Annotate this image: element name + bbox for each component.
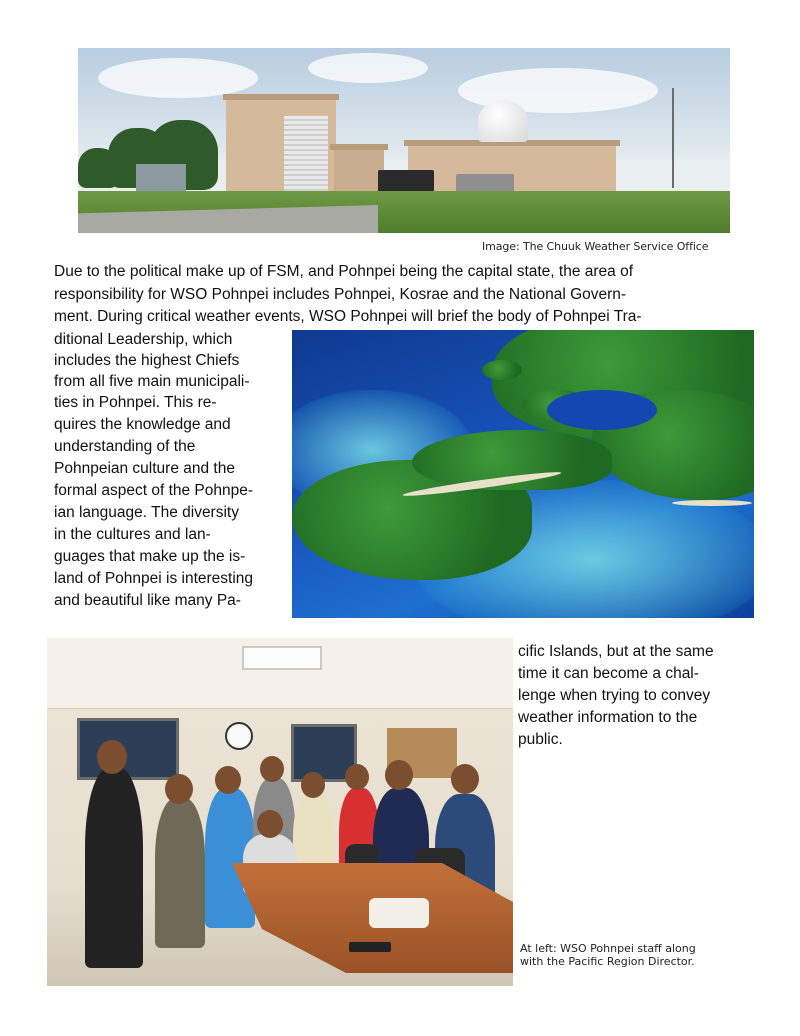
- left-col-line: ties in Pohnpei. This re-: [54, 394, 217, 411]
- staff-photo-caption: [520, 942, 780, 968]
- staff-group-photo: [47, 638, 513, 986]
- left-col-line: formal aspect of the Pohnpe-: [54, 482, 254, 499]
- right-col-line: public.: [518, 731, 563, 748]
- right-col-line: lenge when trying to convey: [518, 687, 711, 704]
- weather-office-photo: [78, 48, 730, 233]
- left-col-line: guages that make up the is-: [54, 548, 246, 565]
- body-line-2: responsibility for WSO Pohnpei includes Pohnpei, Kosrae and the National Govern-: [54, 286, 627, 303]
- left-col-line: ian language. The diversity: [54, 504, 239, 521]
- right-col-line: weather information to the: [518, 709, 698, 726]
- right-col-line: cific Islands, but at the same: [518, 643, 714, 660]
- left-col-line: quires the knowledge and: [54, 416, 231, 433]
- right-col-line: time it can become a chal-: [518, 665, 699, 682]
- left-col-line: includes the highest Chiefs: [54, 352, 240, 369]
- left-col-line: in the cultures and lan-: [54, 526, 211, 543]
- left-col-line: understanding of the: [54, 438, 196, 455]
- office-photo-caption: Image: The Chuuk Weather Service Office: [482, 240, 709, 253]
- aerial-island-photo: [292, 330, 754, 618]
- staff-caption-line-1: At left: WSO Pohnpei staff along: [520, 942, 696, 955]
- body-line-3: ment. During critical weather events, WSO Pohnpei will brief the body of Pohnpei Tra-: [54, 308, 642, 325]
- left-col-line: from all five main municipali-: [54, 373, 250, 390]
- body-line-1: Due to the political make up of FSM, and Pohnpei being the capital state, the area of: [54, 263, 634, 280]
- left-col-line: land of Pohnpei is interesting: [54, 570, 254, 587]
- staff-caption-line-2: with the Pacific Region Director.: [520, 955, 695, 968]
- left-col-line: ditional Leadership, which: [54, 331, 233, 348]
- left-col-line: and beautiful like many Pa-: [54, 592, 241, 609]
- left-col-line: Pohnpeian culture and the: [54, 460, 235, 477]
